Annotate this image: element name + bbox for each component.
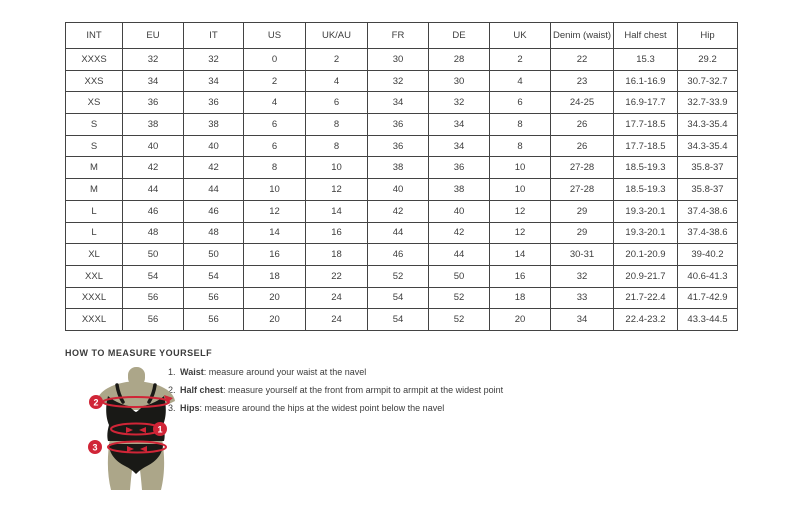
step-label: Hips <box>180 403 200 413</box>
table-cell: 4 <box>490 70 551 92</box>
table-cell: 30.7-32.7 <box>678 70 738 92</box>
table-cell: 38 <box>123 114 184 136</box>
table-cell: 22.4-23.2 <box>614 309 678 331</box>
table-cell: 52 <box>368 265 429 287</box>
step-text: : measure around your waist at the navel <box>203 367 367 377</box>
table-cell: 16 <box>490 265 551 287</box>
table-cell: 39-40.2 <box>678 244 738 266</box>
column-header: UK <box>490 23 551 49</box>
table-cell: 10 <box>306 157 368 179</box>
table-cell: 6 <box>306 92 368 114</box>
table-cell: 16 <box>306 222 368 244</box>
table-cell: 52 <box>429 309 490 331</box>
table-cell: 36 <box>123 92 184 114</box>
table-cell: 6 <box>244 135 306 157</box>
table-cell: 34 <box>368 92 429 114</box>
table-cell: 44 <box>184 179 244 201</box>
table-cell: 54 <box>184 265 244 287</box>
table-cell: 4 <box>244 92 306 114</box>
measure-step <box>168 385 503 396</box>
step-number: 2. <box>168 385 176 395</box>
table-cell: 36 <box>429 157 490 179</box>
measure-step <box>168 367 503 378</box>
table-cell: 37.4-38.6 <box>678 200 738 222</box>
table-cell: 42 <box>368 200 429 222</box>
table-cell: 29 <box>551 222 614 244</box>
size-chart-table <box>65 22 738 331</box>
table-cell: 34 <box>123 70 184 92</box>
table-cell: 4 <box>306 70 368 92</box>
table-cell: 14 <box>306 200 368 222</box>
table-cell: 44 <box>123 179 184 201</box>
table-cell: 32.7-33.9 <box>678 92 738 114</box>
table-cell: 2 <box>490 49 551 71</box>
table-cell: 40 <box>368 179 429 201</box>
badge-number: 2 <box>93 397 99 408</box>
measurement-figure <box>84 366 194 501</box>
table-row <box>66 309 738 331</box>
table-cell: 10 <box>490 179 551 201</box>
table-cell: 0 <box>244 49 306 71</box>
table-cell: 23 <box>551 70 614 92</box>
table-row <box>66 287 738 309</box>
table-cell: 22 <box>306 265 368 287</box>
table-cell: 18 <box>306 244 368 266</box>
table-cell: 17.7-18.5 <box>614 135 678 157</box>
badge-number: 3 <box>92 442 98 453</box>
table-cell: 40.6-41.3 <box>678 265 738 287</box>
column-header: Half chest <box>614 23 678 49</box>
column-header: UK/AU <box>306 23 368 49</box>
table-cell: 10 <box>490 157 551 179</box>
table-cell: 32 <box>551 265 614 287</box>
table-cell: 29 <box>551 200 614 222</box>
column-header: EU <box>123 23 184 49</box>
column-header: FR <box>368 23 429 49</box>
table-cell: 2 <box>244 70 306 92</box>
table-cell: L <box>66 222 123 244</box>
table-cell: 43.3-44.5 <box>678 309 738 331</box>
table-cell: XXXL <box>66 287 123 309</box>
table-cell: XXS <box>66 70 123 92</box>
measure-step <box>168 403 503 414</box>
table-cell: 48 <box>123 222 184 244</box>
table-row <box>66 222 738 244</box>
column-header: US <box>244 23 306 49</box>
step-text: : measure around the hips at the widest point below the navel <box>199 403 445 413</box>
table-cell: 32 <box>184 49 244 71</box>
how-to-measure-heading: HOW TO MEASURE YOURSELF <box>65 348 213 358</box>
table-cell: 41.7-42.9 <box>678 287 738 309</box>
table-cell: 8 <box>490 135 551 157</box>
table-cell: 34 <box>429 135 490 157</box>
table-cell: 28 <box>429 49 490 71</box>
table-cell: 42 <box>184 157 244 179</box>
table-cell: 12 <box>244 200 306 222</box>
table-cell: XXXL <box>66 309 123 331</box>
table-cell: 19.3-20.1 <box>614 222 678 244</box>
table-cell: 16.9-17.7 <box>614 92 678 114</box>
step-number: 3. <box>168 403 176 413</box>
step-number: 1. <box>168 367 176 377</box>
table-cell: 37.4-38.6 <box>678 222 738 244</box>
column-header: INT <box>66 23 123 49</box>
table-cell: 54 <box>368 287 429 309</box>
table-cell: 56 <box>123 309 184 331</box>
table-cell: 44 <box>368 222 429 244</box>
table-cell: 8 <box>306 135 368 157</box>
table-cell: 26 <box>551 135 614 157</box>
table-cell: 56 <box>184 309 244 331</box>
table-cell: 16 <box>244 244 306 266</box>
table-cell: 20 <box>244 287 306 309</box>
table-cell: 50 <box>429 265 490 287</box>
table-cell: XL <box>66 244 123 266</box>
table-cell: XXL <box>66 265 123 287</box>
header-row <box>66 23 738 49</box>
column-header: DE <box>429 23 490 49</box>
table-cell: 36 <box>368 135 429 157</box>
size-table-body <box>66 49 738 331</box>
table-cell: 27-28 <box>551 157 614 179</box>
table-cell: 30-31 <box>551 244 614 266</box>
table-cell: 50 <box>123 244 184 266</box>
table-cell: 27-28 <box>551 179 614 201</box>
table-cell: 36 <box>184 92 244 114</box>
table-cell: S <box>66 114 123 136</box>
column-header: IT <box>184 23 244 49</box>
step-text: : measure yourself at the front from armpit to armpit at the widest point <box>223 385 504 395</box>
table-cell: 35.8-37 <box>678 179 738 201</box>
table-cell: 42 <box>429 222 490 244</box>
table-cell: 16.1-16.9 <box>614 70 678 92</box>
table-cell: 22 <box>551 49 614 71</box>
table-cell: XXXS <box>66 49 123 71</box>
table-cell: 48 <box>184 222 244 244</box>
table-cell: 15.3 <box>614 49 678 71</box>
measure-steps <box>168 367 503 421</box>
table-cell: 38 <box>429 179 490 201</box>
table-cell: 38 <box>184 114 244 136</box>
table-cell: S <box>66 135 123 157</box>
table-cell: L <box>66 200 123 222</box>
table-cell: 46 <box>184 200 244 222</box>
table-cell: 54 <box>368 309 429 331</box>
table-cell: 18.5-19.3 <box>614 157 678 179</box>
table-cell: 29.2 <box>678 49 738 71</box>
half-chest-badge <box>89 395 103 409</box>
table-cell: 56 <box>123 287 184 309</box>
table-row <box>66 49 738 71</box>
table-cell: 32 <box>123 49 184 71</box>
table-row <box>66 114 738 136</box>
table-cell: 18 <box>490 287 551 309</box>
size-table-head <box>66 23 738 49</box>
table-row <box>66 92 738 114</box>
table-cell: 24 <box>306 287 368 309</box>
table-row <box>66 265 738 287</box>
table-cell: 2 <box>306 49 368 71</box>
table-cell: 26 <box>551 114 614 136</box>
table-cell: 32 <box>429 92 490 114</box>
table-cell: 20.9-21.7 <box>614 265 678 287</box>
table-cell: 52 <box>429 287 490 309</box>
hips-badge <box>88 440 102 454</box>
table-cell: 8 <box>306 114 368 136</box>
table-cell: 30 <box>429 70 490 92</box>
table-cell: 14 <box>490 244 551 266</box>
table-cell: 56 <box>184 287 244 309</box>
table-cell: 40 <box>123 135 184 157</box>
table-cell: 24 <box>306 309 368 331</box>
table-cell: 33 <box>551 287 614 309</box>
table-cell: 6 <box>490 92 551 114</box>
table-cell: 30 <box>368 49 429 71</box>
step-label: Half chest <box>180 385 224 395</box>
table-cell: 8 <box>490 114 551 136</box>
table-row <box>66 244 738 266</box>
table-row <box>66 179 738 201</box>
table-cell: 46 <box>123 200 184 222</box>
step-label: Waist <box>180 367 204 377</box>
column-header: Hip <box>678 23 738 49</box>
table-cell: 14 <box>244 222 306 244</box>
table-cell: 18 <box>244 265 306 287</box>
table-cell: 32 <box>368 70 429 92</box>
table-cell: 44 <box>429 244 490 266</box>
table-cell: 38 <box>368 157 429 179</box>
table-cell: M <box>66 157 123 179</box>
badge-number: 1 <box>157 424 163 435</box>
table-cell: 40 <box>429 200 490 222</box>
table-cell: 34 <box>184 70 244 92</box>
table-cell: 12 <box>490 200 551 222</box>
table-cell: 21.7-22.4 <box>614 287 678 309</box>
table-row <box>66 157 738 179</box>
table-row <box>66 200 738 222</box>
table-cell: XS <box>66 92 123 114</box>
table-cell: 12 <box>306 179 368 201</box>
table-cell: 6 <box>244 114 306 136</box>
table-cell: 54 <box>123 265 184 287</box>
table-cell: 34.3-35.4 <box>678 135 738 157</box>
table-cell: 36 <box>368 114 429 136</box>
table-cell: 35.8-37 <box>678 157 738 179</box>
table-row <box>66 135 738 157</box>
table-cell: 34 <box>429 114 490 136</box>
table-cell: 8 <box>244 157 306 179</box>
column-header: Denim (waist) <box>551 23 614 49</box>
table-cell: 12 <box>490 222 551 244</box>
table-row <box>66 70 738 92</box>
table-cell: 34.3-35.4 <box>678 114 738 136</box>
waist-badge <box>153 422 167 436</box>
table-cell: 24-25 <box>551 92 614 114</box>
table-cell: 20 <box>244 309 306 331</box>
table-cell: 10 <box>244 179 306 201</box>
table-cell: 42 <box>123 157 184 179</box>
table-cell: 40 <box>184 135 244 157</box>
table-cell: 34 <box>551 309 614 331</box>
table-cell: 18.5-19.3 <box>614 179 678 201</box>
table-cell: 46 <box>368 244 429 266</box>
table-cell: 19.3-20.1 <box>614 200 678 222</box>
table-cell: M <box>66 179 123 201</box>
table-cell: 20.1-20.9 <box>614 244 678 266</box>
table-cell: 50 <box>184 244 244 266</box>
table-cell: 17.7-18.5 <box>614 114 678 136</box>
table-cell: 20 <box>490 309 551 331</box>
